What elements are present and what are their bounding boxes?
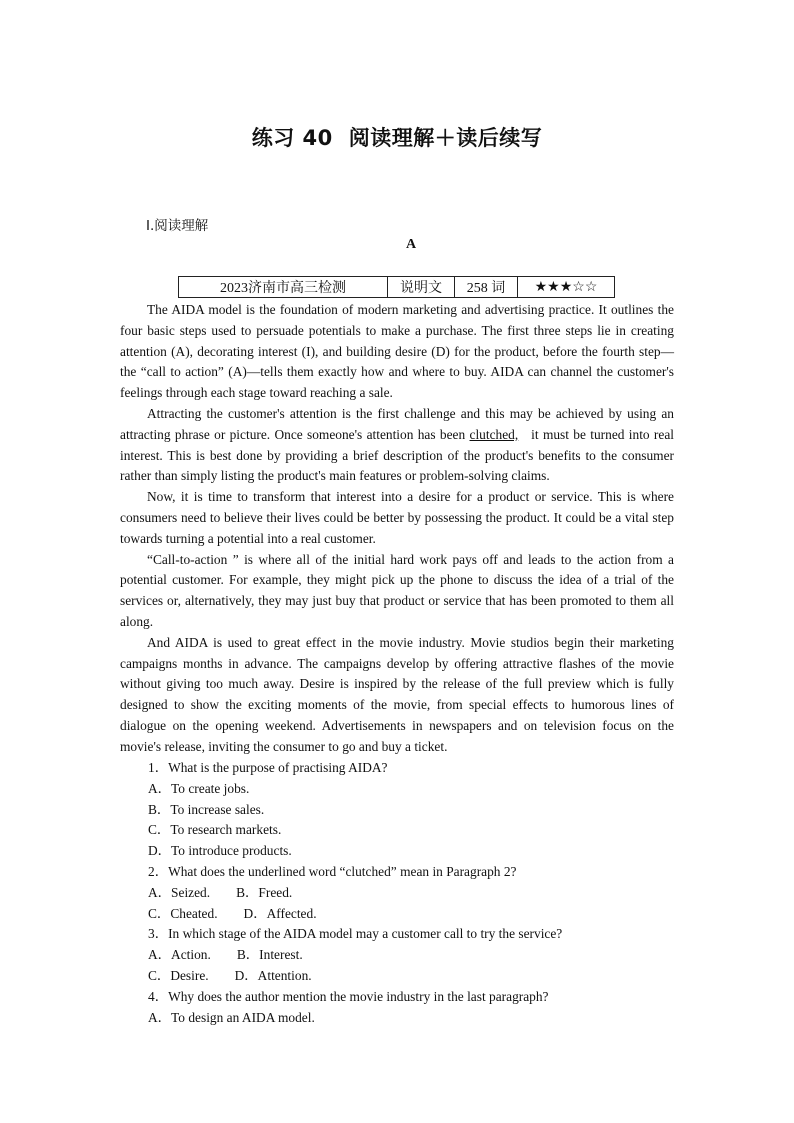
option-row bbox=[148, 883, 688, 904]
passage-letter: A bbox=[405, 237, 417, 252]
word-count-cell: 258 词 bbox=[455, 277, 518, 298]
option: C．Desire. bbox=[148, 967, 209, 983]
question-stem: 4．Why does the author mention the movie industry in the last paragraph? bbox=[148, 988, 549, 1004]
option: A．To create jobs. bbox=[148, 780, 250, 796]
paragraph-3: Now, it is time to transform that interest into a desire for a product or service. This is where consumers need to believe their lives could be better by possessing the product. It could be a vital step towards turning a potential into a real customer. bbox=[120, 489, 674, 546]
page-title bbox=[0, 122, 794, 152]
difficulty-cell: ★★★☆☆ bbox=[518, 277, 615, 298]
paragraph-4: “Call-to-action ” is where all of the initial hard work pays off and leads to the action from a potential customer. For example, they might pick up the phone to discuss the idea of a trial of the services or, alternatively, they may just buy that product or service that has been promoted to them all along. bbox=[120, 551, 674, 629]
option: A．To design an AIDA model. bbox=[148, 1009, 315, 1025]
exercise-topic: 阅读理解＋读后续写 bbox=[348, 126, 543, 150]
genre-cell: 说明文 bbox=[388, 277, 455, 298]
section-label: Ⅰ.阅读理解 bbox=[146, 218, 209, 234]
option: C．Cheated. bbox=[148, 905, 218, 921]
question-list bbox=[148, 758, 688, 1028]
exercise-number: 练习 40 bbox=[251, 126, 333, 150]
question-stem: 2．What does the underlined word “clutched” mean in Paragraph 2? bbox=[148, 863, 517, 879]
paragraph-5: And AIDA is used to great effect in the movie industry. Movie studios begin their marketing campaigns months in advance. The campaigns develop by offering attractive flashes of the movie without giving too much away. Desire is inspired by the release of the full preview which is fully designed to show the exciting moments of the movie, from special effects to humorous lines of dialogue on the opening weekend. Advertisements in newspapers and on television focus on the movie's release, inviting the consumer to go and buy a ticket. bbox=[120, 634, 674, 754]
reading-passage bbox=[120, 300, 678, 758]
option: C．To research markets. bbox=[148, 822, 282, 838]
option: D．Affected. bbox=[243, 905, 317, 921]
paragraph-1: The AIDA model is the foundation of modern marketing and advertising practice. It outlines the four basic steps used to persuade potentials to make a purchase. The first three steps lie in creating attention (A), decorating interest (I), and building desire (D) for the product, before the fourth step—the “call to action” (A)—tells them exactly how and where to buy. AIDA can channel the customer's feelings through each stage toward reaching a sale. bbox=[120, 302, 674, 401]
option-row bbox=[148, 904, 688, 925]
option: B．Interest. bbox=[236, 947, 303, 963]
passage-info-table bbox=[178, 276, 615, 298]
option: D．Attention. bbox=[234, 967, 312, 983]
option: B．To increase sales. bbox=[148, 801, 265, 817]
paragraph-2 bbox=[120, 404, 678, 487]
source-cell: 2023济南市高三检测 bbox=[179, 277, 388, 298]
option: A．Seized. bbox=[148, 884, 211, 900]
option: A．Action. bbox=[148, 947, 211, 963]
question-stem: 1．What is the purpose of practising AIDA? bbox=[148, 760, 388, 775]
question-stem: 3．In which stage of the AIDA model may a customer call to try the service? bbox=[148, 926, 563, 942]
paragraph-2-before: Attracting the customer's attention is the first challenge and this may be achieved by using an attracting phrase or picture. Once someone's attention has been bbox=[120, 405, 674, 442]
option-row bbox=[148, 966, 688, 987]
option: B．Freed. bbox=[236, 884, 293, 900]
underlined-word: clutched, bbox=[469, 426, 519, 442]
paragraph-2-after: it must be turned into real interest. This is best done by providing a brief description of the product's benefits to the consumer rather than simply listing the product's main features or problem-solving claims. bbox=[120, 426, 678, 484]
option-row bbox=[148, 945, 688, 966]
option: D．To introduce products. bbox=[148, 843, 292, 859]
